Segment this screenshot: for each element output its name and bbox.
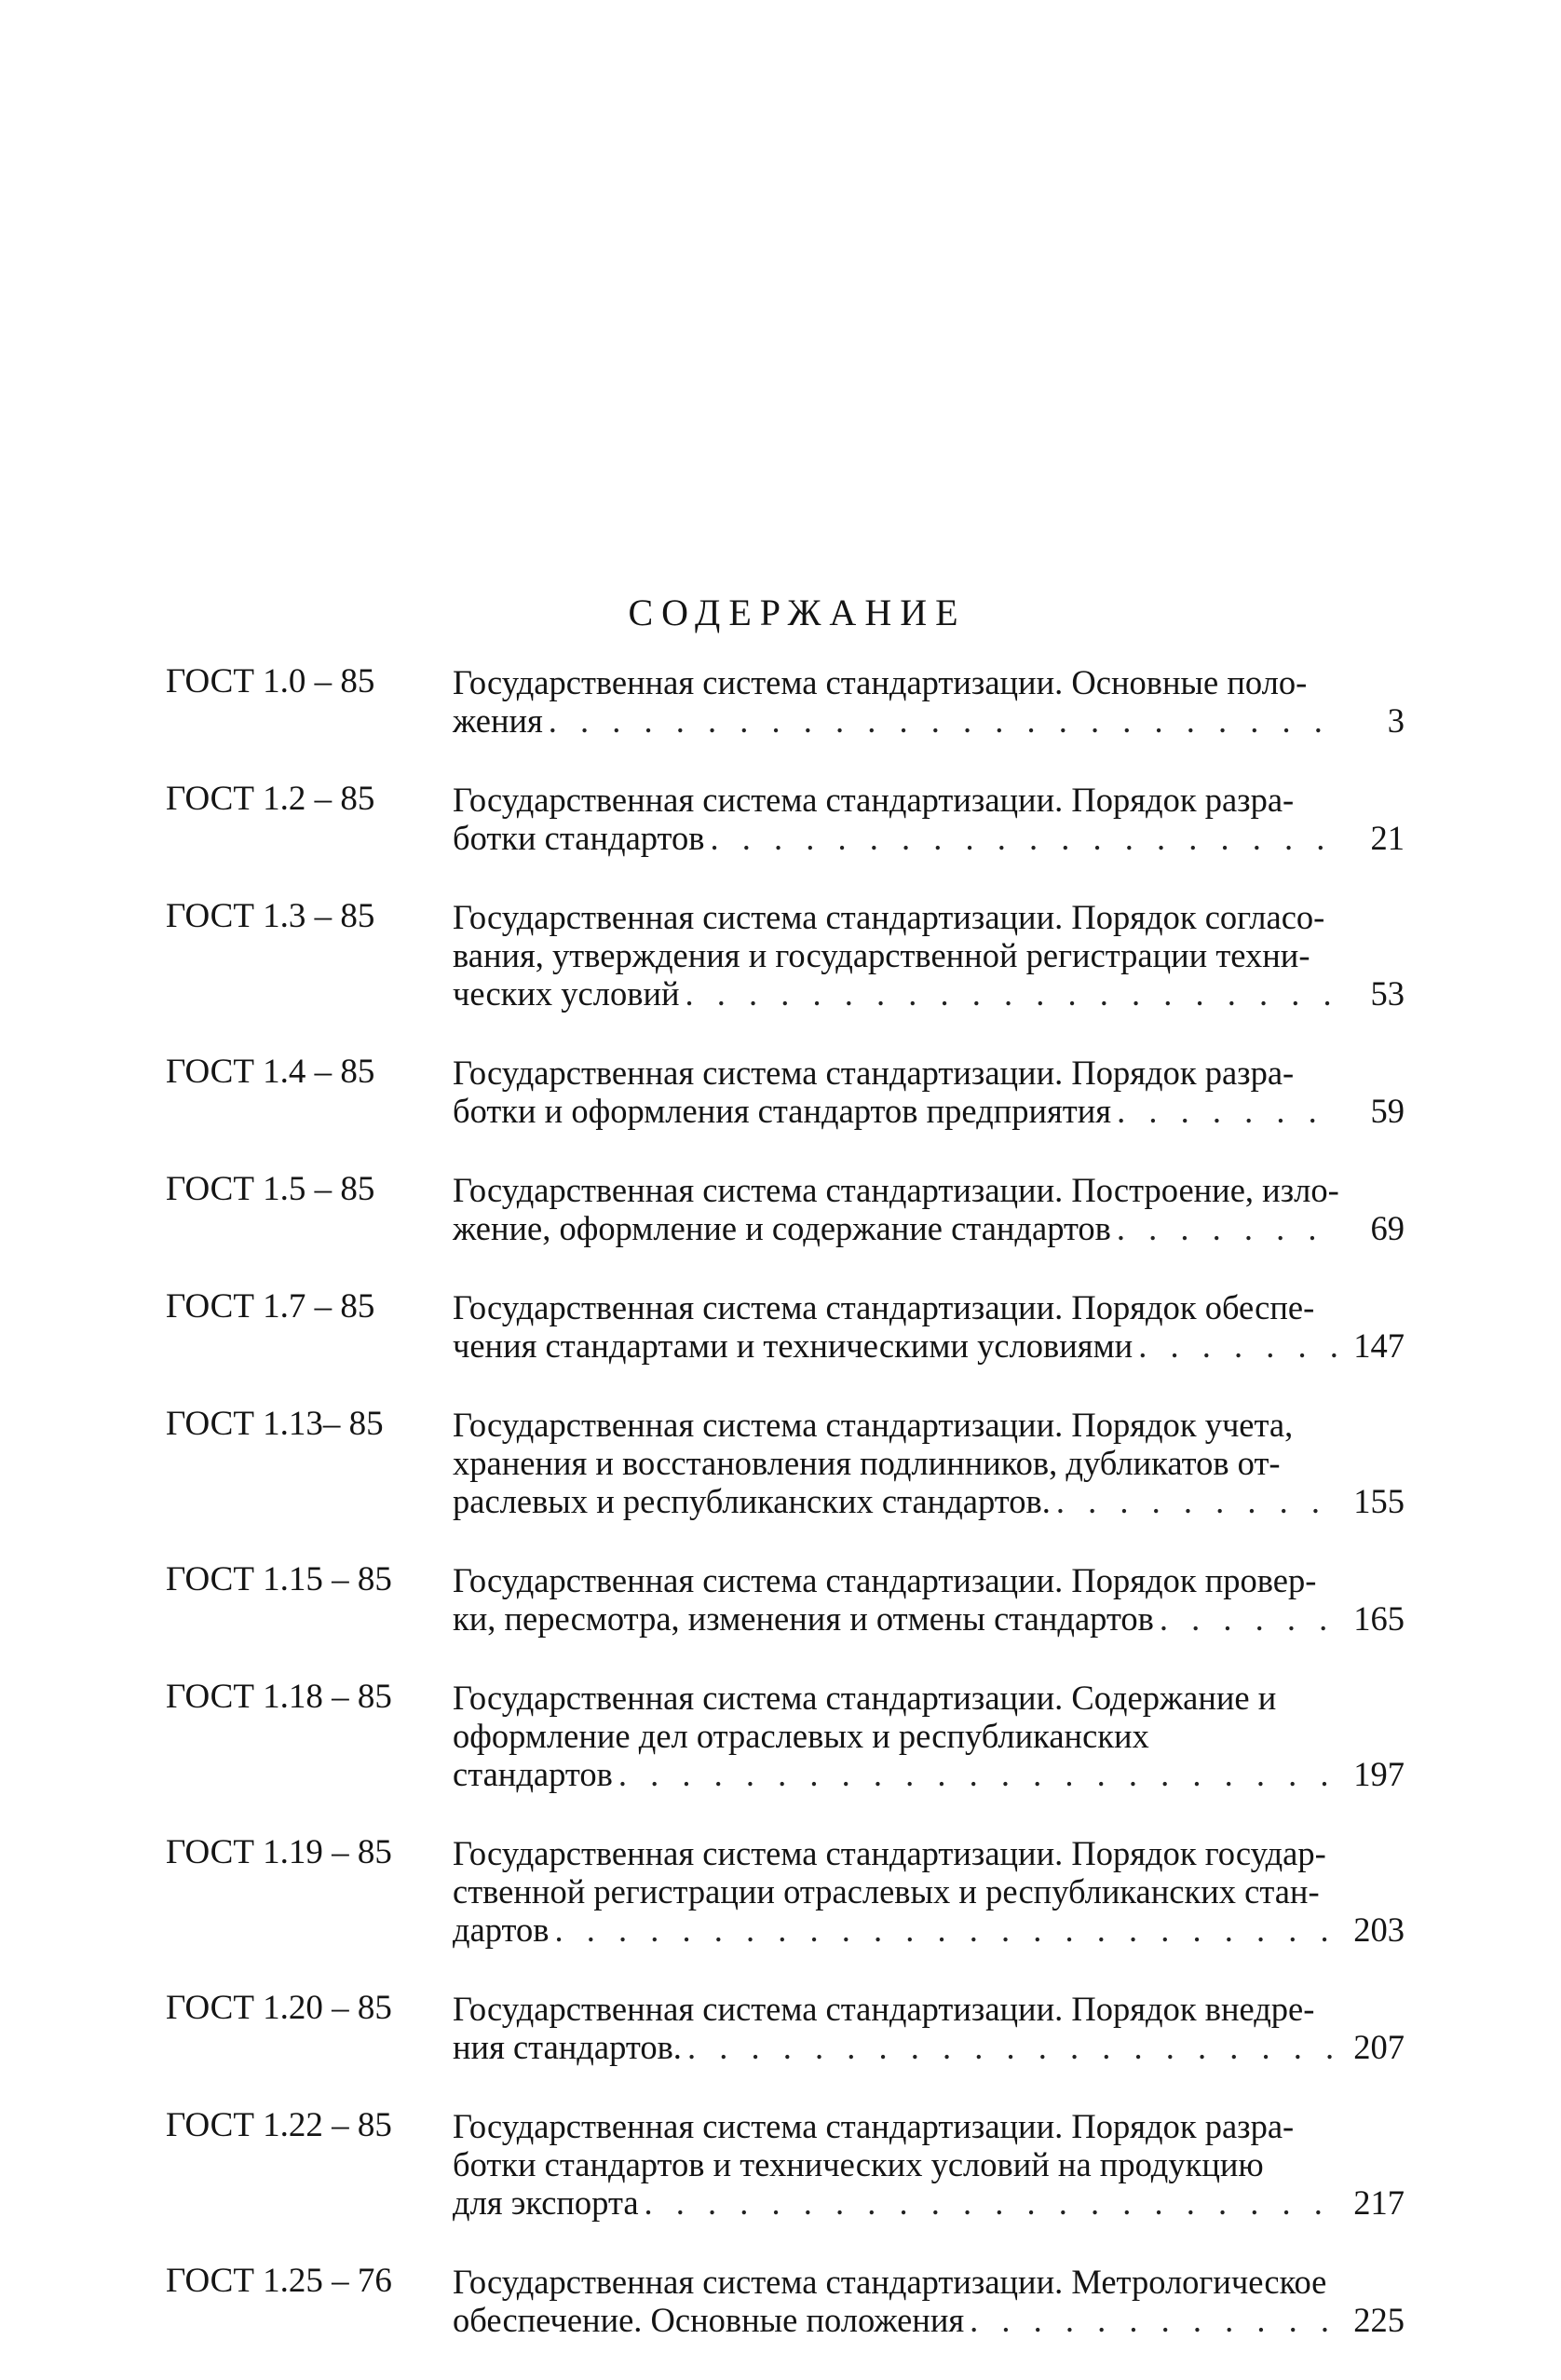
standard-code: ГОСТ 1.5 – 85 <box>166 1170 375 1208</box>
entry-title-line: Государственная система стандартизации. Построение, изло- <box>453 1171 1339 1209</box>
toc-entry <box>166 1288 1405 1365</box>
entry-title-line: жение, оформление и содержание стандартов <box>453 1209 1111 1247</box>
entry-title-line: Государственная система стандартизации. Порядок разра- <box>453 2107 1295 2145</box>
standard-code: ГОСТ 1.4 – 85 <box>166 1053 375 1091</box>
dot-leader <box>555 1911 1342 1949</box>
standard-code: ГОСТ 1.2 – 85 <box>166 780 375 818</box>
standard-code: ГОСТ 1.13– 85 <box>166 1405 384 1443</box>
dot-leader <box>549 701 1341 740</box>
dot-leader <box>687 2028 1341 2066</box>
toc-entry <box>166 663 1405 740</box>
toc-entry <box>166 1406 1405 1520</box>
page-number: 69 <box>1370 1209 1405 1247</box>
dot-leader <box>618 1755 1341 1793</box>
page-number: 217 <box>1353 2183 1405 2222</box>
page-number: 53 <box>1370 974 1405 1013</box>
standard-code: ГОСТ 1.19 – 85 <box>166 1833 392 1871</box>
entry-title-line: для экспорта <box>453 2183 639 2222</box>
dot-leader <box>1117 1092 1341 1130</box>
entry-title-line: Государственная система стандартизации. Основные поло- <box>453 663 1308 701</box>
page-number: 147 <box>1353 1326 1405 1365</box>
page-number: 203 <box>1353 1911 1405 1949</box>
toc-entry <box>166 1679 1405 1793</box>
dot-leader <box>1056 1482 1341 1520</box>
dot-leader <box>711 819 1341 857</box>
dot-leader <box>1138 1326 1341 1365</box>
dot-leader <box>1117 1209 1341 1247</box>
dot-leader <box>645 2183 1341 2222</box>
entry-title-line: вания, утверждения и государственной регистрации техни- <box>453 936 1310 974</box>
entry-title-line: ботки и оформления стандартов предприятия <box>453 1092 1112 1130</box>
entry-title-line: Государственная система стандартизации. Метрологическое <box>453 2263 1327 2301</box>
page-number: 197 <box>1353 1755 1405 1793</box>
page-title: СОДЕРЖАНИЕ <box>628 592 967 633</box>
entry-title-line: обеспечение. Основные положения <box>453 2301 965 2339</box>
entry-title-line: Государственная система стандартизации. Порядок разра- <box>453 781 1295 819</box>
entry-title-line: ческих условий <box>453 974 680 1013</box>
entry-title-line: ния стандартов. <box>453 2028 682 2066</box>
page-number: 59 <box>1370 1092 1405 1130</box>
toc-entry <box>166 1834 1405 1949</box>
entry-title-line: Государственная система стандартизации. Порядок учета, <box>453 1406 1294 1444</box>
toc-entry <box>166 1054 1405 1130</box>
standard-code: ГОСТ 1.0 – 85 <box>166 662 375 700</box>
entry-title-line: Государственная система стандартизации. Порядок провер- <box>453 1561 1317 1599</box>
page-number: 225 <box>1353 2301 1405 2339</box>
entry-title-line: стандартов <box>453 1755 613 1793</box>
entry-title-line: ственной регистрации отраслевых и республиканских стан- <box>453 1872 1320 1911</box>
dot-leader <box>685 974 1341 1013</box>
entry-title-line: раслевых и республиканских стандартов. <box>453 1482 1051 1520</box>
toc-entry <box>166 2263 1405 2339</box>
toc-entry <box>166 1990 1405 2066</box>
entry-title-line: ботки стандартов <box>453 819 705 857</box>
entry-title-line: дартов <box>453 1911 550 1949</box>
toc-entry <box>166 781 1405 857</box>
dot-leader <box>1160 1599 1341 1638</box>
page-number: 21 <box>1370 819 1405 857</box>
entry-title-line: хранения и восстановления подлинников, дубликатов от- <box>453 1444 1281 1482</box>
standard-code: ГОСТ 1.15 – 85 <box>166 1560 392 1598</box>
standard-code: ГОСТ 1.22 – 85 <box>166 2106 392 2144</box>
entry-title-line: Государственная система стандартизации. Порядок внедре- <box>453 1990 1315 2028</box>
toc-entry <box>166 1171 1405 1247</box>
standard-code: ГОСТ 1.25 – 76 <box>166 2262 392 2300</box>
page-number: 3 <box>1387 701 1405 740</box>
entry-title-line: Государственная система стандартизации. Порядок государ- <box>453 1834 1326 1872</box>
table-of-contents <box>166 663 1405 2380</box>
toc-entry <box>166 898 1405 1013</box>
standard-code: ГОСТ 1.20 – 85 <box>166 1989 392 2027</box>
entry-title-line: Государственная система стандартизации. Содержание и <box>453 1679 1277 1717</box>
entry-title-line: оформление дел отраслевых и республиканских <box>453 1717 1149 1755</box>
standard-code: ГОСТ 1.3 – 85 <box>166 897 375 935</box>
page-number: 207 <box>1353 2028 1405 2066</box>
entry-title-line: ботки стандартов и технических условий на продукцию <box>453 2145 1264 2183</box>
toc-entry <box>166 2107 1405 2222</box>
toc-entry <box>166 1561 1405 1638</box>
standard-code: ГОСТ 1.18 – 85 <box>166 1678 392 1716</box>
entry-title-line: Государственная система стандартизации. Порядок разра- <box>453 1054 1295 1092</box>
standard-code: ГОСТ 1.7 – 85 <box>166 1287 375 1326</box>
entry-title-line: жения <box>453 701 543 740</box>
entry-title-line: ки, пересмотра, изменения и отмены стандартов <box>453 1599 1154 1638</box>
entry-title-line: чения стандартами и техническими условиями <box>453 1326 1133 1365</box>
entry-title-line: Государственная система стандартизации. Порядок согласо- <box>453 898 1325 936</box>
page-number: 155 <box>1353 1482 1405 1520</box>
page-number: 165 <box>1353 1599 1405 1638</box>
entry-title-line: Государственная система стандартизации. Порядок обеспе- <box>453 1288 1315 1326</box>
dot-leader <box>970 2301 1341 2339</box>
